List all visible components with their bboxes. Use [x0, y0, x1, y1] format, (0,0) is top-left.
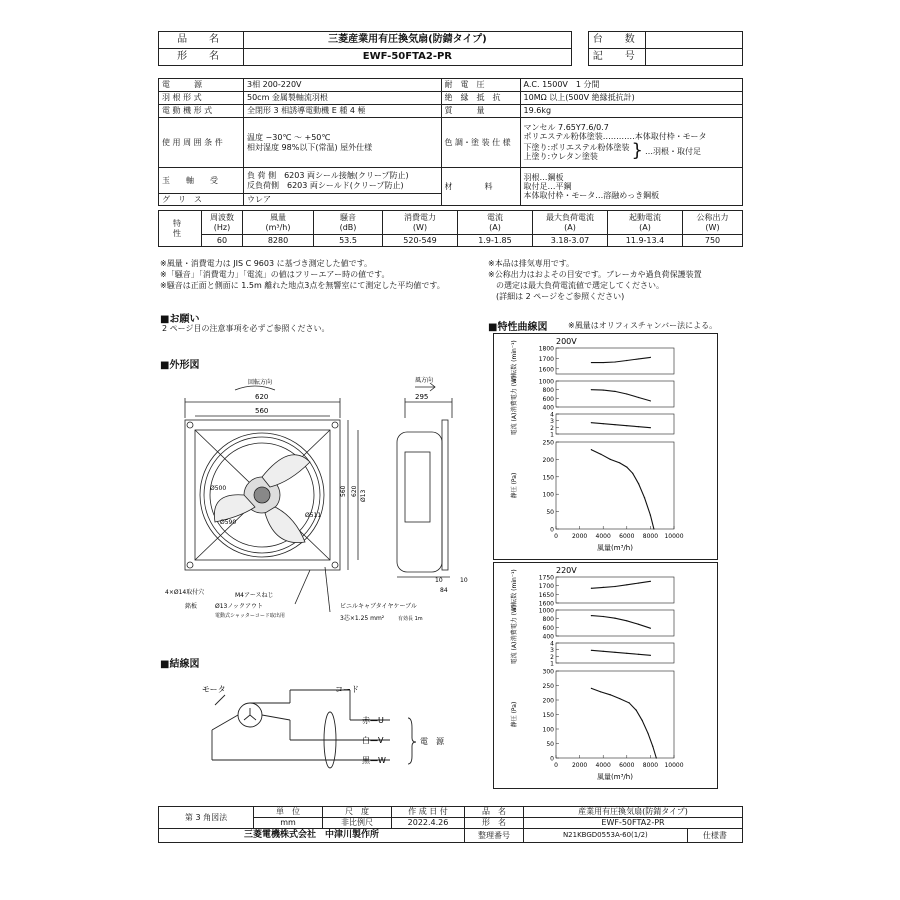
env-humid: 相対湿度 98%以下(常温) 屋外仕様: [247, 142, 373, 152]
knockout-label: Ø13ノックアウト: [215, 603, 263, 610]
point-current: [614, 424, 615, 425]
cable-length: 有効長 1m: [398, 616, 423, 622]
color-value: マンセル 7.65Y7.6/0.7 ポリエステル粉体塗装…………本体取付枠・モータ 下塗り:ポリエステル粉体塗装 上塗り:ウレタン塗装 } …羽根・取付足: [520, 118, 742, 168]
point-current: [626, 425, 627, 426]
blade-label: 羽 根 形 式: [159, 92, 244, 105]
color-label: 色 調・塗 装 仕 様: [441, 118, 520, 168]
voltage-value: A.C. 1500V 1 分間: [520, 79, 742, 92]
third-angle: 第 3 角図法: [159, 807, 254, 829]
perf-table: [158, 210, 743, 247]
y-tick-label-rpm: 1700: [538, 355, 554, 363]
point-rpm: [614, 586, 615, 587]
cable-spec: 3芯×1.25 mm²: [340, 615, 385, 622]
insulation-label: 絶 縁 抵 抗: [441, 92, 520, 105]
perf-value: 11.9-13.4: [608, 235, 683, 247]
y-tick-label-rpm: 1750: [538, 574, 554, 582]
x-tick-label: 8000: [642, 762, 659, 769]
point-pressure: [591, 449, 592, 450]
x-tick-label: 8000: [642, 533, 659, 540]
y-tick-label-pressure: 200: [542, 456, 554, 464]
x-tick-label: 10000: [664, 762, 684, 769]
y-axis-label-pressure: 静圧 (Pa): [511, 701, 518, 728]
y-axis-label-current: 電流 (A): [511, 641, 518, 665]
y-tick-label-rpm: 1700: [538, 583, 554, 591]
y-tick-label-pressure: 200: [542, 697, 554, 705]
point-rpm: [650, 581, 651, 582]
point-power: [626, 393, 627, 394]
material-label: 材 料: [441, 168, 520, 206]
perf-value: 1.9-1.85: [458, 235, 533, 247]
color-line-1: マンセル 7.65Y7.6/0.7: [523, 122, 609, 132]
wiring-cord-label: コード: [335, 685, 359, 694]
outline-title: ■外形図: [160, 360, 200, 371]
y-tick-label-rpm: 1600: [538, 366, 554, 374]
request-title: ■お願い: [160, 314, 200, 325]
point-current: [650, 427, 651, 428]
point-current: [638, 654, 639, 655]
model-label-footer: 形 名: [465, 818, 524, 829]
x-axis-label: 風量(m³/h): [597, 544, 633, 552]
x-axis-label: 風量(m³/h): [597, 773, 633, 781]
material-value: [520, 168, 742, 206]
x-tick-label: 2000: [571, 533, 588, 540]
dim-13: Ø13: [360, 489, 367, 502]
dim-620: 620: [255, 393, 269, 401]
note-line: ※風量・消費電力は JIS C 9603 に基づき測定した値です。: [160, 259, 372, 268]
unit-label: 単 位: [254, 807, 323, 818]
mass-label: 質 量: [441, 105, 520, 118]
point-current: [603, 651, 604, 652]
curve-rpm: [591, 357, 650, 362]
wire-white: 白—V: [362, 736, 384, 745]
footer-model: EWF-50FTA2-PR: [524, 818, 743, 829]
point-power: [650, 400, 651, 401]
point-current: [638, 426, 639, 427]
unit-value: mm: [254, 818, 323, 829]
quantity-label: 台 数: [588, 32, 645, 49]
mark-label: 記 号: [588, 49, 645, 66]
point-power: [614, 618, 615, 619]
dim-84: 84: [440, 587, 448, 594]
x-tick-label: 10000: [664, 533, 684, 540]
grease-value: ウレア: [244, 194, 442, 206]
motor-value: 全閉形 3 相誘導電動機 E 種 4 極: [244, 105, 442, 118]
side-view: [397, 432, 442, 572]
point-power: [603, 390, 604, 391]
cable-label: ビニルキャブタイヤケーブル: [340, 603, 417, 610]
note-line: (詳細は 2 ページをご参照ください): [488, 292, 625, 301]
date-value: 2022.4.26: [392, 818, 465, 829]
point-pressure: [591, 688, 592, 689]
plot-frame-pressure: [556, 442, 674, 529]
plot-frame-rpm: [556, 348, 674, 374]
y-tick-label-power: 800: [542, 616, 554, 624]
y-tick-label-power: 800: [542, 387, 554, 395]
note-line: の選定は最大負荷電流値で選定してください。: [488, 281, 664, 290]
point-pressure: [632, 473, 633, 474]
y-tick-label-pressure: 0: [550, 755, 554, 763]
bearing-load: 負 荷 側 6203 両シール接触(クリープ防止): [247, 171, 409, 181]
motor-label: 電 動 機 形 式: [159, 105, 244, 118]
wiring-power-label: 電 源: [420, 737, 444, 746]
y-tick-label-pressure: 150: [542, 712, 554, 719]
rotation-label: 回転方向: [248, 379, 273, 386]
dim-590: Ø590: [220, 519, 237, 526]
point-current: [626, 653, 627, 654]
shutter-label: 電動式シャッターコード取出用: [215, 613, 285, 619]
point-pressure: [619, 698, 620, 699]
y-tick-label-pressure: 100: [542, 491, 554, 499]
point-pressure: [619, 462, 620, 463]
perf-value: 3.18-3.07: [533, 235, 608, 247]
request-text: 2 ページ目の注意事項を必ずご参照ください。: [162, 324, 330, 333]
point-rpm: [626, 584, 627, 585]
dim-v560: 560: [340, 485, 347, 497]
x-tick-label: 2000: [571, 762, 588, 769]
point-pressure: [626, 466, 627, 467]
product-name: 三菱産業用有圧換気扇(防錆タイプ): [244, 32, 572, 49]
x-tick-label: 6000: [619, 533, 635, 540]
notes-right: [488, 258, 702, 302]
footer-table: [158, 806, 743, 843]
x-tick-label: 6000: [619, 762, 635, 769]
point-pressure: [656, 757, 657, 758]
dim-v620: 620: [351, 485, 358, 497]
perf-value: 520-549: [383, 235, 458, 247]
point-rpm: [626, 360, 627, 361]
point-rpm: [638, 582, 639, 583]
y-tick-label-pressure: 300: [542, 668, 554, 676]
point-current: [603, 423, 604, 424]
y-tick-label-pressure: 100: [542, 726, 554, 734]
x-tick-label: 0: [554, 533, 558, 540]
note-line: ※「騒音」「消費電力」「電流」の値はフリーエアー時の値です。: [160, 270, 390, 279]
wire-black: 黒—W: [362, 756, 386, 765]
y-tick-label-power: 400: [542, 633, 554, 641]
perf-header-7: 公称出力 (W): [683, 211, 743, 235]
point-current: [650, 655, 651, 656]
bearing-noload: 反負荷側 6203 両シールド(クリープ防止): [247, 180, 404, 190]
point-rpm: [603, 362, 604, 363]
earth-label: M4アースねじ: [235, 592, 274, 599]
header-table: [158, 31, 743, 66]
point-pressure: [647, 733, 648, 734]
y-tick-label-pressure: 0: [550, 526, 554, 534]
bearing-value: [244, 168, 442, 194]
dim-10b: 10: [460, 577, 468, 584]
y-tick-label-current: 1: [550, 660, 554, 668]
material-line-3: 本体取付枠・モータ…溶融めっき鋼板: [523, 191, 660, 201]
perf-header-6: 起動電流 (A): [608, 211, 683, 235]
point-pressure: [644, 497, 645, 498]
curve-rpm: [591, 581, 650, 588]
plot-frame-rpm: [556, 577, 674, 603]
y-tick-label-power: 1000: [538, 378, 554, 386]
notes-left: [160, 258, 445, 291]
curves-note: ※風量はオリフィスチャンバー法による。: [568, 321, 718, 330]
y-tick-label-power: 600: [542, 395, 554, 403]
point-pressure: [652, 746, 653, 747]
point-pressure: [600, 454, 601, 455]
point-power: [614, 391, 615, 392]
env-temp: 温度 −30℃ ～ +50℃: [247, 133, 331, 143]
y-tick-label-power: 400: [542, 404, 554, 412]
perf-label: 特 性: [159, 211, 202, 247]
y-tick-label-pressure: 150: [542, 474, 554, 482]
point-pressure: [636, 710, 637, 711]
curve-chart-220v: [493, 562, 718, 789]
outline-drawing: [160, 372, 490, 627]
point-pressure: [638, 483, 639, 484]
dim-10a: 10: [435, 577, 443, 584]
env-value: [244, 118, 442, 168]
power-value: 3相 200-220V: [244, 79, 442, 92]
point-rpm: [614, 361, 615, 362]
model-label: 形 名: [159, 49, 244, 66]
wiring-title: ■結線図: [160, 659, 200, 670]
chart-title: 220V: [556, 566, 577, 575]
insulation-value: 10MΩ 以上(500V 絶縁抵抗計): [520, 92, 742, 105]
x-tick-label: 4000: [595, 533, 611, 540]
perf-value: 60: [202, 235, 243, 247]
y-tick-label-current: 2: [550, 424, 554, 432]
wire-red: 赤—U: [362, 716, 384, 725]
material-line-1: 羽根…鋼板: [523, 172, 564, 182]
curve-chart-200v: [493, 333, 718, 560]
ref-label: 整理番号: [465, 829, 524, 843]
blade-value: 50cm 金属製軸流羽根: [244, 92, 442, 105]
model-name: EWF-50FTA2-PR: [244, 49, 572, 66]
perf-value: 750: [683, 235, 743, 247]
y-axis-label-current: 電流 (A): [511, 412, 518, 436]
plot-frame-current: [556, 414, 674, 434]
material-line-2: 取付足…平鋼: [523, 181, 572, 191]
plot-frame-power: [556, 381, 674, 407]
y-axis-label-pressure: 静圧 (Pa): [511, 472, 518, 499]
curve-current: [591, 423, 650, 428]
ref-value: N21KBGD0553A-60(1/2): [524, 829, 688, 843]
note-line: ※騒音は正面と側面に 1.5m 離れた地点3点を無響室にて測定した平均値です。: [160, 281, 445, 290]
y-tick-label-current: 1: [550, 431, 554, 439]
point-power: [603, 616, 604, 617]
y-tick-label-rpm: 1600: [538, 600, 554, 608]
point-power: [626, 620, 627, 621]
dim-511: Ø511: [305, 512, 322, 519]
y-tick-label-pressure: 50: [546, 509, 554, 517]
point-power: [591, 615, 592, 616]
y-tick-label-pressure: 50: [546, 741, 554, 748]
dim-295: 295: [415, 393, 429, 401]
chart-title: 200V: [556, 337, 577, 346]
curve-current: [591, 650, 650, 655]
y-tick-label-power: 1000: [538, 607, 554, 615]
y-tick-label-pressure: 250: [542, 683, 554, 690]
dim-560: 560: [255, 407, 269, 415]
scale-label: 尺 度: [323, 807, 392, 818]
point-pressure: [600, 691, 601, 692]
y-tick-label-current: 4: [550, 411, 554, 419]
mass-value: 19.6kg: [520, 105, 742, 118]
scale-value: 非比例尺: [323, 818, 392, 829]
color-line-3: 下塗り:ポリエステル粉体塗装: [523, 142, 630, 152]
perf-header-5: 最大負荷電流 (A): [533, 211, 608, 235]
perf-header-3: 消費電力 (W): [383, 211, 458, 235]
footer-product: 産業用有圧換気扇(防錆タイプ): [524, 807, 743, 818]
y-axis-label-power: 消費電力 (W): [511, 604, 518, 642]
x-tick-label: 4000: [595, 762, 611, 769]
y-axis-label-rpm: 回転数 (min⁻¹): [511, 340, 518, 382]
perf-header-4: 電流 (A): [458, 211, 533, 235]
y-tick-label-current: 2: [550, 653, 554, 661]
curve-pressure: [591, 450, 654, 529]
y-tick-label-pressure: 250: [542, 439, 554, 447]
color-line-4: 上塗り:ウレタン塗装: [523, 151, 598, 161]
spec-table: [158, 78, 743, 206]
voltage-label: 耐 電 圧: [441, 79, 520, 92]
nameplate-label: 銘板: [185, 603, 198, 610]
point-power: [650, 628, 651, 629]
airflow-label: 風方向: [415, 377, 434, 384]
color-line-5: …羽根・取付足: [644, 147, 701, 157]
grease-label: グ リ ス: [159, 194, 244, 206]
y-tick-label-current: 3: [550, 647, 554, 655]
holes-label: 4×Ø14取付穴: [165, 589, 205, 596]
point-pressure: [653, 528, 654, 529]
curves-title: ■特性曲線図: [488, 322, 548, 333]
point-power: [638, 397, 639, 398]
plot-frame-power: [556, 610, 674, 636]
plot-frame-pressure: [556, 671, 674, 758]
curve-power: [591, 616, 650, 629]
rotation-arrow: [235, 386, 275, 390]
color-line-2: ポリエステル粉体塗装…………本体取付枠・モータ: [523, 132, 707, 142]
point-current: [591, 650, 592, 651]
point-rpm: [591, 362, 592, 363]
point-rpm: [591, 588, 592, 589]
point-rpm: [650, 357, 651, 358]
wiring-diagram: [190, 680, 450, 775]
product-label: 品 名: [465, 807, 524, 818]
note-line: ※公称出力はおよその目安です。ブレーカや過負荷保護装置: [488, 270, 702, 279]
y-tick-label-power: 600: [542, 624, 554, 632]
perf-header-2: 騒音 (dB): [314, 211, 383, 235]
y-axis-label-rpm: 回転数 (min⁻¹): [511, 569, 518, 611]
doc-type: 仕様書: [687, 829, 742, 843]
point-current: [614, 652, 615, 653]
bearing-label: 玉 軸 受: [159, 168, 244, 194]
point-pressure: [629, 702, 630, 703]
point-pressure: [610, 459, 611, 460]
y-tick-label-rpm: 1800: [538, 345, 554, 353]
point-power: [638, 624, 639, 625]
perf-header-0: 周波数 (Hz): [202, 211, 243, 235]
point-pressure: [610, 694, 611, 695]
y-tick-label-current: 4: [550, 640, 554, 648]
company: 三菱電機株式会社 中津川製作所: [159, 829, 465, 843]
power-label: 電 源: [159, 79, 244, 92]
y-axis-label-power: 消費電力 (W): [511, 375, 518, 413]
point-rpm: [603, 587, 604, 588]
perf-value: 53.5: [314, 235, 383, 247]
note-line: ※本品は排気専用です。: [488, 259, 575, 268]
y-tick-label-rpm: 1650: [538, 591, 554, 599]
point-power: [591, 389, 592, 390]
curve-power: [591, 390, 650, 401]
point-pressure: [642, 720, 643, 721]
point-rpm: [638, 358, 639, 359]
wiring-motor-label: モータ: [202, 685, 226, 694]
plot-frame-current: [556, 643, 674, 663]
perf-header-1: 風量 (m³/h): [243, 211, 314, 235]
y-tick-label-current: 3: [550, 418, 554, 426]
product-name-label: 品 名: [159, 32, 244, 49]
point-current: [591, 422, 592, 423]
env-label: 使 用 周 囲 条 件: [159, 118, 244, 168]
date-label: 作 成 日 付: [392, 807, 465, 818]
point-pressure: [650, 514, 651, 515]
curve-pressure: [591, 688, 656, 758]
dim-500: Ø500: [210, 485, 227, 492]
x-tick-label: 0: [554, 762, 558, 769]
perf-value: 8280: [243, 235, 314, 247]
